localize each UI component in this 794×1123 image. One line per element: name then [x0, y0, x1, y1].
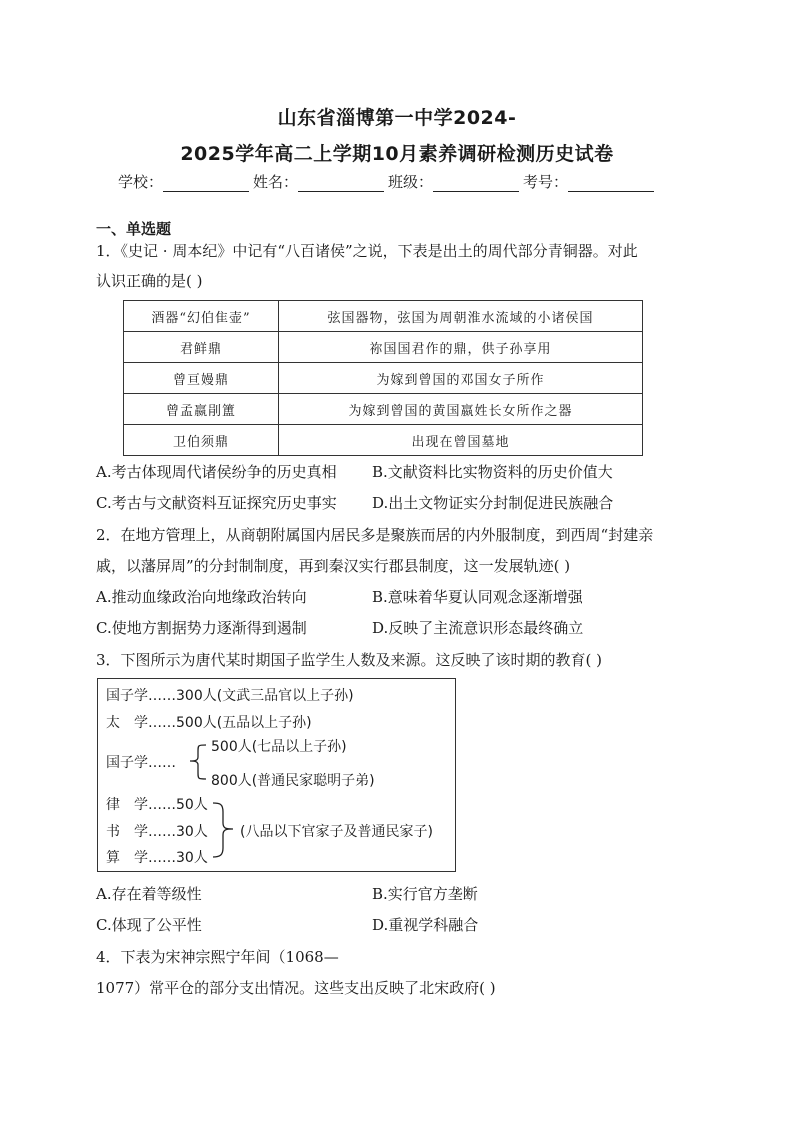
table-cell: 祢国国君作的鼎，供子孙享用	[279, 332, 643, 363]
figure-row-shuxue: 书 学……30人	[106, 824, 208, 840]
q1-option-d[interactable]: D.出土文物证实分封制促进民族融合	[372, 494, 614, 512]
figure-row-simen-b: 800人(普通民家聪明子弟)	[211, 773, 375, 789]
table-cell: 出现在曾国墓地	[279, 425, 643, 456]
q2-option-b[interactable]: B.意味着华夏认同观念逐渐增强	[372, 588, 583, 606]
exam-no-label: 考号：	[523, 173, 569, 191]
q1-stem-line1: 1．《史记 · 周本纪》中记有“八百诸侯”之说，下表是出土的周代部分青铜器。对此	[96, 242, 638, 260]
q2-option-c[interactable]: C.使地方割据势力逐渐得到遏制	[96, 619, 307, 637]
q1-option-c[interactable]: C.考古与文献资料互证探究历史事实	[96, 494, 337, 512]
q3-option-c[interactable]: C.体现了公平性	[96, 916, 202, 934]
table-cell: 君鲜鼎	[124, 332, 279, 363]
figure-row-simen-label: 国子学……	[106, 755, 176, 771]
bracket-lv-shu-suan	[213, 803, 233, 857]
q3-option-d[interactable]: D.重视学科融合	[372, 916, 479, 934]
figure-row-suanxue: 算 学……30人	[106, 850, 208, 866]
table-cell: 弦国器物，弦国为周朝淮水流域的小诸侯国	[279, 301, 643, 332]
figure-row-simen-a: 500人(七品以上子孙)	[211, 739, 347, 755]
table-cell: 曾孟嬴剈簠	[124, 394, 279, 425]
q1-option-a[interactable]: A.考古体现周代诸侯纷争的历史真相	[96, 463, 337, 481]
q1-stem-line2: 认识正确的是( )	[96, 272, 203, 290]
section-heading: 一、单选题	[96, 220, 172, 238]
figure-row-taixue: 太 学……500人(五品以上子孙)	[106, 715, 312, 731]
figure-group-note: (八品以下官家子及普通民家子)	[240, 824, 433, 840]
q2-option-d[interactable]: D.反映了主流意识形态最终确立	[372, 619, 584, 637]
q2-stem-line2: 戚，以藩屏周”的分封制制度，再到秦汉实行郡县制度，这一发展轨迹( )	[96, 557, 571, 575]
figure-row-guozixue: 国子学……300人(文武三品官以上子孙)	[106, 688, 354, 704]
exam-title-line2: 2025学年高二上学期10月素养调研检测历史试卷	[180, 143, 614, 165]
table-cell: 卫伯须鼎	[124, 425, 279, 456]
table-cell: 为嫁到曾国的邓国女子所作	[279, 363, 643, 394]
table-cell: 酒器“幻伯隹壶”	[124, 301, 279, 332]
school-label: 学校：	[118, 173, 164, 191]
exam-title-line1: 山东省淄博第一中学2024-	[277, 107, 517, 129]
q1-option-b[interactable]: B.文献资料比实物资料的历史价值大	[372, 463, 613, 481]
q4-stem-line2: 1077）常平仓的部分支出情况。这些支出反映了北宋政府( )	[96, 979, 496, 997]
table-cell: 曾亘嫚鼎	[124, 363, 279, 394]
figure-row-lvxue: 律 学……50人	[106, 797, 208, 813]
q2-option-a[interactable]: A.推动血缘政治向地缘政治转向	[96, 588, 307, 606]
q3-option-b[interactable]: B.实行官方垄断	[372, 885, 478, 903]
class-label: 班级：	[388, 173, 434, 191]
q3-option-a[interactable]: A.存在着等级性	[96, 885, 202, 903]
q4-stem-line1: 4．下表为宋神宗熙宁年间（1068—	[96, 948, 339, 966]
q2-stem-line1: 2．在地方管理上，从商朝附属国内居民多是聚族而居的内外服制度，到西周“封建亲	[96, 526, 654, 544]
name-label: 姓名：	[253, 173, 299, 191]
table-cell: 为嫁到曾国的黄国嬴姓长女所作之器	[279, 394, 643, 425]
bracket-simen	[190, 745, 206, 779]
q3-stem: 3．下图所示为唐代某时期国子监学生人数及来源。这反映了该时期的教育( )	[96, 651, 603, 669]
